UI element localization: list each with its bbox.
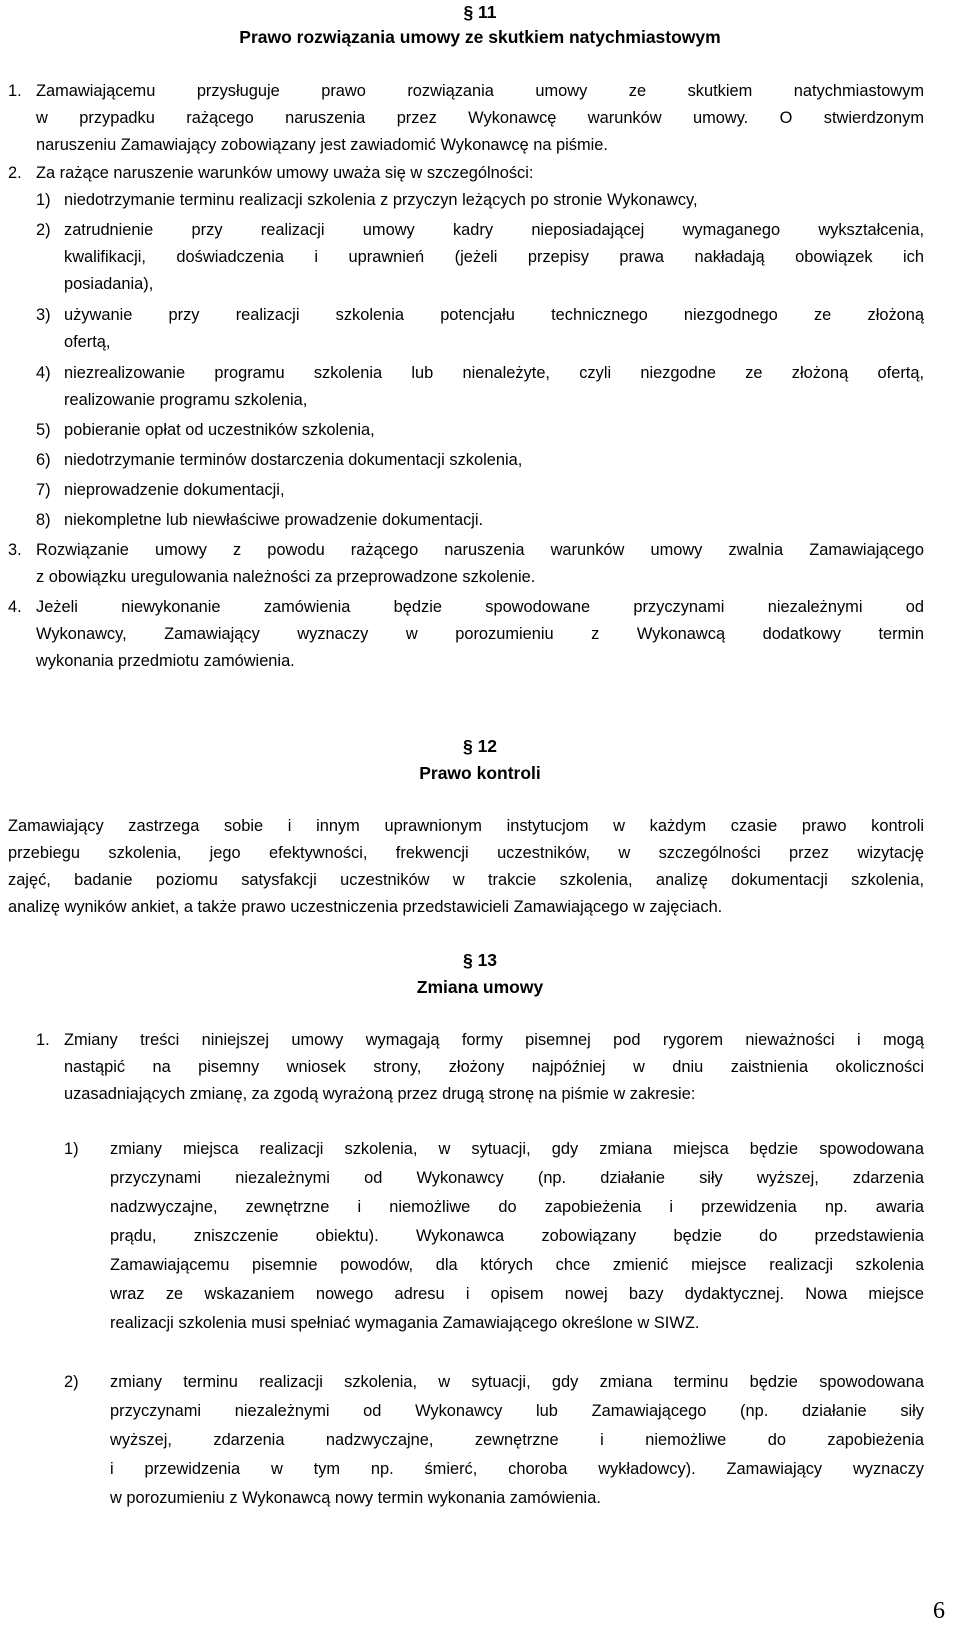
s11-p2-item-number: 4): [36, 364, 51, 382]
s11-p2-item-number: 8): [36, 511, 51, 529]
s11-p2-item-number: 2): [36, 221, 51, 239]
s13-item-line: realizacji szkolenia musi spełniać wymagania Zamawiającego określone w SIWZ.: [110, 1314, 700, 1332]
s13-item-line: i przewidzenia w tym np. śmierć, choroba wykładowcy). Zamawiający wyznaczy: [110, 1460, 924, 1478]
s11-p2-item-line: pobieranie opłat od uczestników szkolenia,: [64, 421, 375, 439]
s13-item-number: 2): [64, 1373, 79, 1391]
s13-item-line: Zamawiającemu pisemnie powodów, dla których chce zmienić miejsce realizacji szkolenia: [110, 1256, 924, 1274]
s13-item-line: wraz ze wskazaniem nowego adresu i opisem nowej bazy dydaktycznej. Nowa miejsce: [110, 1285, 924, 1303]
s11-p1-line: naruszeniu Zamawiający zobowiązany jest zawiadomić Wykonawcę na piśmie.: [36, 136, 608, 154]
s11-p2-item-line: nieprowadzenie dokumentacji,: [64, 481, 285, 499]
s11-p1-number: 1.: [8, 82, 22, 100]
s13-item-line: zmiany terminu realizacji szkolenia, w sytuacji, gdy zmiana terminu będzie spowodowana: [110, 1373, 924, 1391]
s11-p2-item-line: kwalifikacji, doświadczenia i uprawnień (jeżeli przepisy prawa nakładają obowiązek ich: [64, 248, 924, 266]
section-12-title: Prawo kontroli: [419, 763, 541, 783]
s11-p4-line: wykonania przedmiotu zamówienia.: [36, 652, 295, 670]
s11-p2-item-line: niedotrzymanie terminów dostarczenia dokumentacji szkolenia,: [64, 451, 523, 469]
section-13-number: § 13: [462, 950, 498, 970]
s11-p2-line: Za rażące naruszenie warunków umowy uważa się w szczególności:: [36, 164, 534, 182]
s11-p2-item-line: ofertą,: [64, 333, 111, 351]
s11-p2-item-number: 5): [36, 421, 51, 439]
s11-p2-item-line: zatrudnienie przy realizacji umowy kadry nieposiadającej wymaganego wykształcenia,: [64, 221, 924, 239]
s11-p2-item-line: niekompletne lub niewłaściwe prowadzenie dokumentacji.: [64, 511, 484, 529]
s11-p4-number: 4.: [8, 598, 22, 616]
section-11-number: § 11: [463, 2, 497, 22]
s11-p3-line: z obowiązku uregulowania należności za przeprowadzone szkolenie.: [36, 568, 536, 586]
s13-item-line: przyczynami niezależnymi od Wykonawcy (np. działanie siły wyższej, zdarzenia: [110, 1169, 924, 1187]
s13-p1-number: 1.: [36, 1031, 50, 1049]
s11-p1-line: w przypadku rażącego naruszenia przez Wykonawcę warunków umowy. O stwierdzonym: [36, 109, 924, 127]
s13-p1-line: Zmiany treści niniejszej umowy wymagają formy pisemnej pod rygorem nieważności i mogą: [64, 1031, 924, 1049]
section-11-title: Prawo rozwiązania umowy ze skutkiem natychmiastowym: [239, 27, 721, 47]
s11-p2-item-line: realizowanie programu szkolenia,: [64, 391, 308, 409]
s11-p2-item-line: niezrealizowanie programu szkolenia lub nienależyte, czyli niezgodne ze złożoną ofertą,: [64, 364, 924, 382]
s12-line: zajęć, badanie poziomu satysfakcji uczestników w trakcie szkolenia, analizę dokumentacji szkolenia,: [8, 871, 924, 889]
s11-p2-item-number: 7): [36, 481, 51, 499]
s13-item-line: wyższej, zdarzenia nadzwyczajne, zewnętrzne i niemożliwe do zapobieżenia: [110, 1431, 924, 1449]
s13-item-line: nadzwyczajne, zewnętrzne i niemożliwe do zapobieżenia i przewidzenia np. awaria: [110, 1198, 924, 1216]
s11-p4-line: Wykonawcy, Zamawiający wyznaczy w porozumieniu z Wykonawcą dodatkowy termin: [36, 625, 924, 643]
s13-item-line: zmiany miejsca realizacji szkolenia, w sytuacji, gdy zmiana miejsca będzie spowodowana: [110, 1140, 924, 1158]
s13-item-line: prądu, zniszczenie obiektu). Wykonawca zobowiązany będzie do przedstawienia: [110, 1227, 924, 1245]
s11-p3-line: Rozwiązanie umowy z powodu rażącego naruszenia warunków umowy zwalnia Zamawiającego: [36, 541, 924, 559]
s12-line: analizę wyników ankiet, a także prawo uczestniczenia przedstawicieli Zamawiającego w zajęciach.: [8, 898, 723, 916]
s12-line: Zamawiający zastrzega sobie i innym uprawnionym instytucjom w każdym czasie prawo kontroli: [8, 817, 924, 835]
s11-p2-item-line: używanie przy realizacji szkolenia potencjału technicznego niezgodnego ze złożoną: [64, 306, 924, 324]
s13-p1-line: nastąpić na pisemny wniosek strony, złożony najpóźniej w dniu zaistnienia okoliczności: [64, 1058, 924, 1076]
s11-p2-item-line: posiadania),: [64, 275, 154, 293]
s11-p4-line: Jeżeli niewykonanie zamówienia będzie spowodowane przyczynami niezależnymi od: [36, 598, 924, 616]
s13-p1-line: uzasadniających zmianę, za zgodą wyrażoną przez drugą stronę na piśmie w zakresie:: [64, 1085, 696, 1103]
s12-line: przebiegu szkolenia, jego efektywności, frekwencji uczestników, w szczególności przez wizytację: [8, 844, 924, 862]
s13-item-line: przyczynami niezależnymi od Wykonawcy lub Zamawiającego (np. działanie siły: [110, 1402, 924, 1420]
s11-p2-item-number: 1): [36, 191, 51, 209]
page-number: 6: [933, 1598, 945, 1624]
s13-item-number: 1): [64, 1140, 79, 1158]
s11-p2-item-number: 6): [36, 451, 51, 469]
s11-p2-number: 2.: [8, 164, 22, 182]
s11-p2-item-number: 3): [36, 306, 51, 324]
section-13-title: Zmiana umowy: [416, 977, 544, 997]
s11-p1-line: Zamawiającemu przysługuje prawo rozwiązania umowy ze skutkiem natychmiastowym: [36, 82, 924, 100]
s11-p2-item-line: niedotrzymanie terminu realizacji szkolenia z przyczyn leżących po stronie Wykonawcy,: [64, 191, 698, 209]
s13-item-line: w porozumieniu z Wykonawcą nowy termin wykonania zamówienia.: [110, 1489, 601, 1507]
section-12-number: § 12: [462, 736, 498, 756]
s11-p3-number: 3.: [8, 541, 22, 559]
